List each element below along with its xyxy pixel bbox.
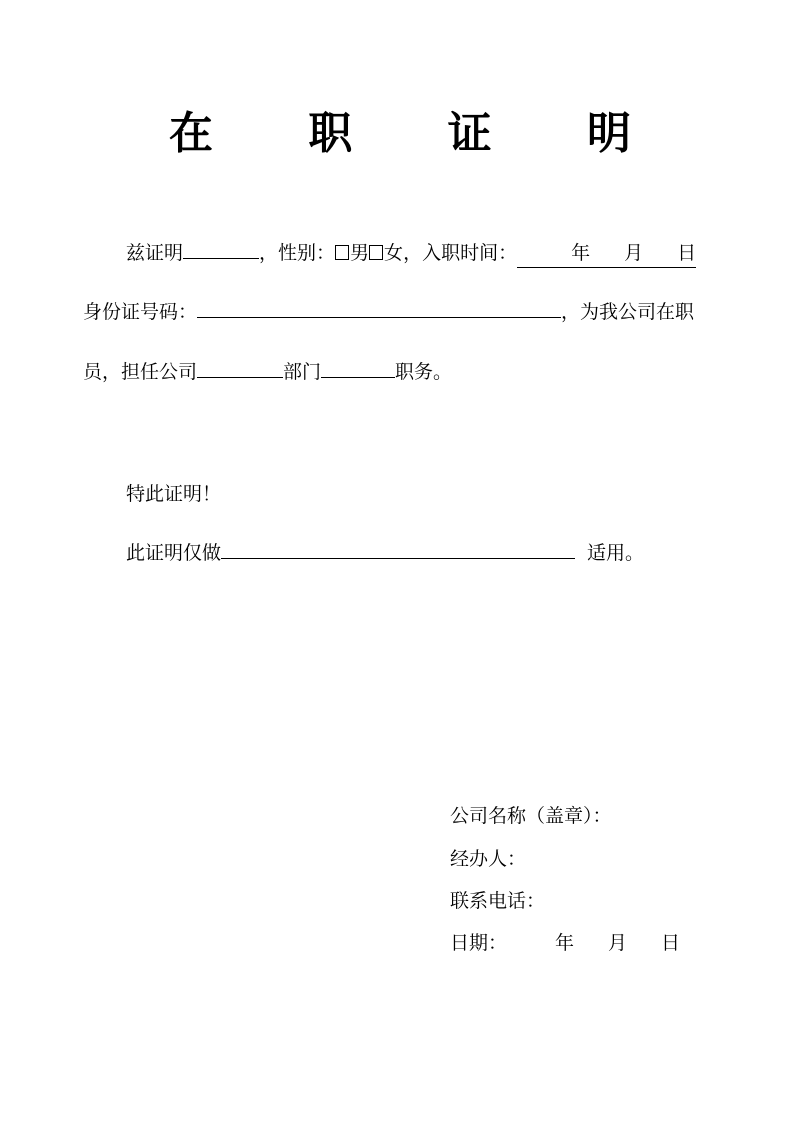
sig-year-label: 年 xyxy=(555,932,575,954)
position-blank[interactable] xyxy=(321,357,395,378)
usage-prefix: 此证明仅做 xyxy=(126,542,222,564)
usage-blank[interactable] xyxy=(221,538,575,559)
paragraph-id-number xyxy=(83,297,694,326)
join-day-label: 日 xyxy=(677,242,697,264)
employment-text: ，为我公司在职 xyxy=(561,301,695,323)
date-label: 日期： xyxy=(450,932,508,954)
paragraph-employee-info xyxy=(126,238,696,268)
id-number-blank[interactable] xyxy=(197,297,561,318)
gender-label: ，性别： xyxy=(259,242,336,264)
join-month-label: 月 xyxy=(624,242,644,264)
signature-date xyxy=(450,929,680,957)
certify-statement: 特此证明！ xyxy=(126,483,222,505)
usage-suffix: 适用。 xyxy=(587,542,645,564)
handler-label: 经办人： xyxy=(450,848,527,870)
female-label: 女 xyxy=(384,242,404,264)
female-checkbox[interactable] xyxy=(369,245,383,260)
male-checkbox[interactable] xyxy=(335,245,349,260)
paragraph-position xyxy=(83,357,452,386)
male-label: 男 xyxy=(350,242,370,264)
document-title: 在 职 证 明 xyxy=(169,108,671,159)
join-date-label: ，入职时间： xyxy=(403,242,518,264)
phone-label: 联系电话： xyxy=(450,890,546,912)
company-name-label: 公司名称（盖章）： xyxy=(450,805,612,827)
department-label: 部门 xyxy=(283,361,322,383)
sig-month-label: 月 xyxy=(608,932,628,954)
department-blank[interactable] xyxy=(197,357,283,378)
sig-day-label: 日 xyxy=(661,932,681,954)
join-date-blank[interactable] xyxy=(517,239,696,268)
name-blank[interactable] xyxy=(183,238,259,259)
paragraph-usage xyxy=(126,538,644,567)
prefix-text: 兹证明 xyxy=(126,242,184,264)
join-year-label: 年 xyxy=(571,242,591,264)
id-number-label: 身份证号码： xyxy=(83,301,198,323)
position-label: 职务。 xyxy=(395,361,453,383)
position-prefix: 员，担任公司 xyxy=(83,361,198,383)
